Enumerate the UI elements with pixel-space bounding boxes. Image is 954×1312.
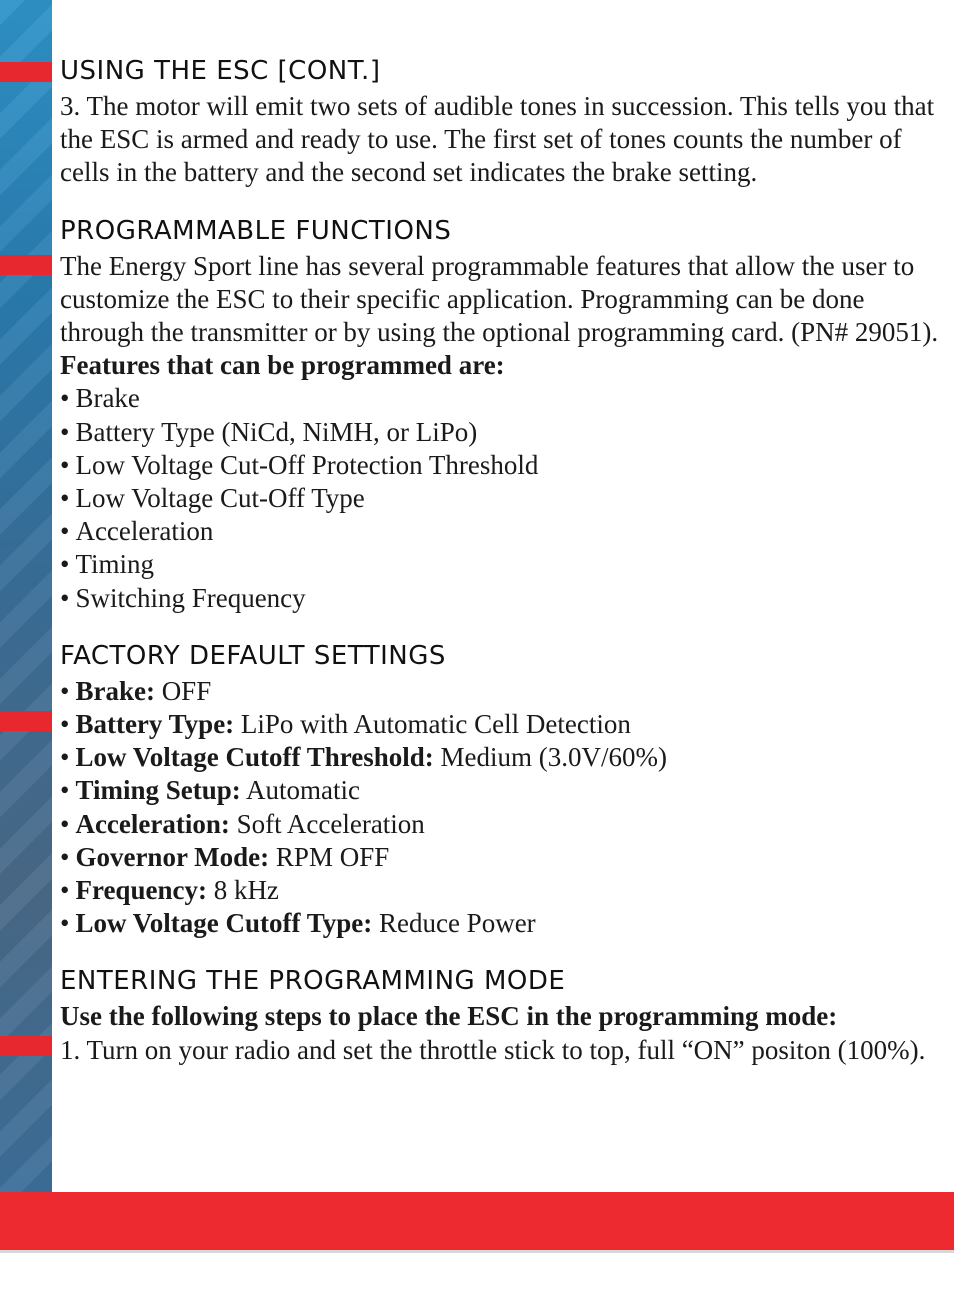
setting-value: Medium (3.0V/60%) [440, 742, 667, 773]
list-item [60, 808, 940, 841]
page-content [60, 52, 940, 1067]
setting-value: Soft Acceleration [236, 808, 425, 839]
list-item [60, 841, 940, 874]
list-item: • Battery Type (NiCd, NiMH, or LiPo) [60, 416, 940, 449]
footer-band [0, 1192, 954, 1252]
heading-using-esc: USING THE ESC [CONT.] [60, 56, 381, 86]
list-item: • Low Voltage Cut-Off Protection Threshold [60, 449, 940, 482]
decorative-sidebar [0, 0, 52, 1192]
features-list [60, 382, 940, 614]
setting-label: Brake: [75, 675, 155, 706]
setting-label: Timing Setup: [75, 775, 241, 806]
programming-intro: Use the following steps to place the ESC in the programming mode: [60, 1001, 838, 1032]
list-item [60, 774, 940, 807]
list-item [60, 708, 940, 741]
features-label: Features that can be programmed are: [60, 350, 505, 381]
heading-factory-defaults: FACTORY DEFAULT SETTINGS [60, 640, 446, 671]
defaults-list [60, 675, 940, 941]
section-marker [0, 711, 52, 731]
setting-value: RPM OFF [275, 841, 390, 872]
list-item [60, 741, 940, 774]
list-item [60, 675, 940, 708]
list-item: • Switching Frequency [60, 582, 940, 615]
setting-label: Acceleration: [75, 808, 230, 839]
programming-step-1: 1. Turn on your radio and set the throttle stick to top, full “ON” positon (100%). [60, 1034, 926, 1065]
setting-label: Low Voltage Cutoff Threshold: [75, 742, 434, 773]
list-item [60, 907, 940, 940]
list-item: • Brake [60, 382, 940, 415]
section-marker [0, 255, 52, 275]
setting-label: Battery Type: [75, 709, 235, 740]
list-item: • Timing [60, 548, 940, 581]
heading-programming-mode: ENTERING THE PROGRAMMING MODE [60, 966, 566, 997]
list-item: • Low Voltage Cut-Off Type [60, 482, 940, 515]
setting-label: Frequency: [75, 875, 207, 906]
list-item [60, 874, 940, 907]
section-marker [0, 62, 52, 82]
setting-value: LiPo with Automatic Cell Detection [240, 709, 631, 740]
setting-value: 8 kHz [213, 875, 279, 906]
setting-label: Governor Mode: [75, 841, 270, 872]
footer-divider [0, 1250, 954, 1253]
setting-value: OFF [161, 675, 212, 706]
setting-value: Automatic [246, 775, 360, 806]
list-item: • Acceleration [60, 515, 940, 548]
section-marker [0, 1036, 52, 1056]
setting-label: Low Voltage Cutoff Type: [75, 908, 373, 939]
using-esc-paragraph: 3. The motor will emit two sets of audible tones in succession. This tells you that the ESC is armed and ready to use. The first set of tones counts the number of cells in the battery and the second set indicates the brake setting. [60, 91, 935, 188]
setting-value: Reduce Power [378, 908, 536, 939]
heading-programmable-functions: PROGRAMMABLE FUNCTIONS [60, 215, 452, 246]
programmable-paragraph: The Energy Sport line has several programmable features that allow the user to customize the ESC to their specific application. Programming can be done through the transmitter or by using the optional programming card. (PN# 29051). [60, 250, 939, 348]
